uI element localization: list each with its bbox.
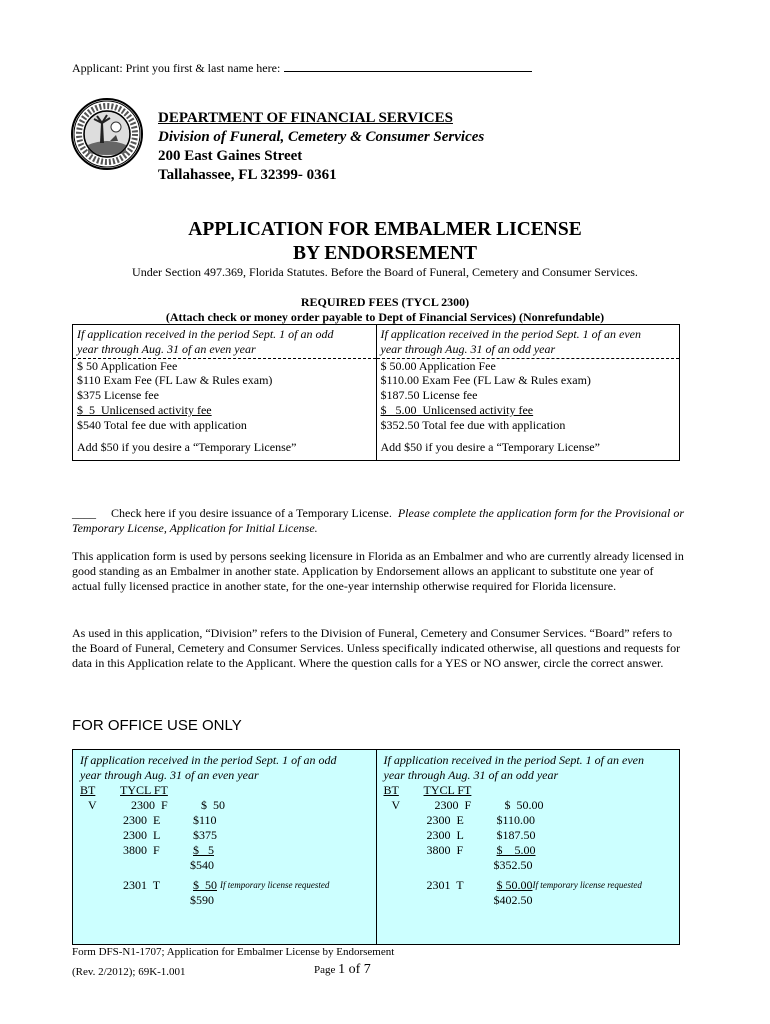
office-odd-header-line1: If application received in the period Sept. 1 of an odd bbox=[80, 753, 337, 767]
office-code-row bbox=[384, 828, 673, 843]
division-name: Division of Funeral, Cemetery & Consumer Services bbox=[158, 129, 485, 145]
amount: $110.00 bbox=[496, 813, 536, 827]
amount: $ 5.00 bbox=[496, 843, 536, 857]
fee-line: $187.50 License fee bbox=[380, 388, 478, 403]
bt-value: V bbox=[88, 798, 97, 812]
fee-line: $375 License fee bbox=[77, 388, 159, 403]
amount: $ 50.00 bbox=[496, 878, 533, 892]
bt-label: BT bbox=[383, 783, 399, 797]
fees-odd-header-line2: year through Aug. 31 of an even year bbox=[77, 341, 256, 356]
office-even-header-line2: year through Aug. 31 of an odd year bbox=[383, 768, 559, 782]
fee-line: $110 Exam Fee (FL Law & Rules exam) bbox=[77, 373, 273, 388]
fees-even-header-line1: If application received in the period Sept. 1 of an even bbox=[380, 327, 641, 341]
bt-label: BT bbox=[80, 783, 96, 797]
title-line-2: BY ENDORSEMENT bbox=[292, 243, 477, 264]
amount: $110 bbox=[193, 813, 217, 827]
office-code-row bbox=[80, 843, 369, 858]
office-odd-column bbox=[73, 750, 376, 944]
definitions-paragraph: As used in this application, “Division” refers to the Division of Funeral, Cemetery and Consumer Services. “Board” refers to the Board of Funeral, Cemetery and Consumer Services. Unless specifically indicated otherwise, all questions and requests for data in this Application relate to the Applicant. Where the question calls for a YES or NO answer, circle the correct answer. bbox=[72, 626, 681, 670]
required-fees-heading bbox=[0, 295, 770, 325]
florida-state-seal-icon bbox=[70, 97, 144, 171]
office-use-heading: FOR OFFICE USE ONLY bbox=[72, 717, 242, 734]
office-code-row bbox=[384, 813, 673, 828]
office-code-row bbox=[80, 828, 369, 843]
amount: $ 50.00 bbox=[504, 798, 544, 812]
page-label: Page bbox=[314, 964, 336, 976]
fees-heading: REQUIRED FEES (TYCL 2300) bbox=[300, 295, 470, 309]
fees-even-header bbox=[377, 327, 680, 359]
purpose-paragraph: This application form is used by persons seeking licensure in Florida as an Embalmer and who are currently already licensed in good standing as an Embalmer in another state. Application by Endorsement allows an applicant to substitute one year of actual fully licensed practice in another state, for the one-year internship otherwise required for Florida licensure. bbox=[72, 549, 684, 593]
department-name: DEPARTMENT OF FINANCIAL SERVICES bbox=[158, 110, 453, 126]
grand-total: $402.50 bbox=[493, 893, 533, 907]
applicant-name-blank[interactable] bbox=[284, 60, 532, 72]
code: 2301 T bbox=[426, 878, 464, 892]
code: 2300 E bbox=[123, 813, 161, 827]
office-code-row bbox=[384, 843, 673, 858]
office-odd-header bbox=[80, 753, 369, 783]
amount: $375 bbox=[193, 828, 217, 842]
applicant-name-line bbox=[72, 60, 532, 76]
office-code-header-row bbox=[80, 783, 369, 798]
office-code-row bbox=[80, 813, 369, 828]
office-even-header-line1: If application received in the period Sept. 1 of an even bbox=[383, 753, 644, 767]
temp-note: If temporary license requested bbox=[532, 880, 642, 890]
fees-odd-header bbox=[73, 327, 376, 359]
revision-line bbox=[72, 962, 371, 978]
temp-license-note: Add $50 if you desire a “Temporary License” bbox=[380, 439, 600, 454]
form-number: Form DFS-N1-1707; Application for Embalmer License by Endorsement bbox=[72, 946, 395, 958]
page-title bbox=[0, 218, 770, 266]
subtotal: $540 bbox=[190, 858, 214, 872]
department-address-block bbox=[158, 109, 484, 185]
office-subtotal-row bbox=[384, 858, 673, 873]
required-fees-table bbox=[72, 324, 680, 461]
tycl-ft-label: TYCL FT bbox=[423, 783, 472, 797]
code: 2300 F bbox=[434, 798, 472, 812]
fee-line: $ 50.00 Application Fee bbox=[380, 358, 496, 373]
office-grand-total-row bbox=[80, 893, 369, 908]
code: 2300 L bbox=[123, 828, 161, 842]
street-address: 200 East Gaines Street bbox=[158, 148, 303, 164]
office-code-row bbox=[384, 798, 673, 813]
bt-value: V bbox=[391, 798, 401, 812]
temporary-license-checkbox-blank[interactable]: ____ bbox=[72, 506, 96, 520]
tycl-ft-label: TYCL FT bbox=[120, 783, 168, 797]
amount: $187.50 bbox=[496, 828, 536, 842]
revision-text: (Rev. 2/2012); 69K-1.001 bbox=[72, 966, 186, 978]
subtotal: $352.50 bbox=[493, 858, 533, 872]
office-code-row bbox=[80, 798, 369, 813]
code: 2300 E bbox=[426, 813, 464, 827]
fee-line: $ 5.00 Unlicensed activity fee bbox=[380, 402, 534, 417]
office-subtotal-row bbox=[80, 858, 369, 873]
office-even-header bbox=[384, 753, 673, 783]
temp-note: If temporary license requested bbox=[220, 880, 330, 890]
fees-odd-column bbox=[73, 325, 376, 460]
fees-subheading: (Attach check or money order payable to Dept of Financial Services) (Nonrefundable) bbox=[165, 310, 605, 324]
temporary-license-check-text: Check here if you desire issuance of a Temporary License. bbox=[111, 506, 392, 520]
fees-even-header-line2: year through Aug. 31 of an odd year bbox=[380, 341, 556, 356]
office-even-column bbox=[376, 750, 680, 944]
office-code-header-row bbox=[384, 783, 673, 798]
office-use-table bbox=[72, 749, 680, 945]
office-odd-header-line2: year through Aug. 31 of an even year bbox=[80, 768, 259, 782]
amount: $ 5 bbox=[193, 843, 214, 857]
office-grand-total-row bbox=[384, 893, 673, 908]
fee-line: $ 50 Application Fee bbox=[77, 358, 178, 373]
code: 3800 F bbox=[426, 843, 464, 857]
fee-line: $110.00 Exam Fee (FL Law & Rules exam) bbox=[380, 373, 591, 388]
fees-even-column bbox=[376, 325, 680, 460]
fee-line: $ 5 Unlicensed activity fee bbox=[77, 402, 212, 417]
applicant-label: Applicant: Print you first & last name here: bbox=[72, 61, 281, 75]
title-line-1: APPLICATION FOR EMBALMER LICENSE bbox=[188, 219, 582, 240]
temp-license-note: Add $50 if you desire a “Temporary License” bbox=[77, 439, 297, 454]
subtitle: Under Section 497.369, Florida Statutes. Before the Board of Funeral, Cemetery and Consumer Services. bbox=[132, 265, 638, 279]
temporary-license-check bbox=[72, 506, 684, 536]
amount: $ 50 bbox=[201, 798, 225, 812]
code: 3800 F bbox=[123, 843, 160, 857]
office-code-row bbox=[80, 878, 369, 893]
office-code-row bbox=[384, 878, 673, 893]
amount: $ 50 bbox=[193, 878, 217, 892]
grand-total: $590 bbox=[190, 893, 214, 907]
code: 2301 T bbox=[123, 878, 161, 892]
fees-odd-header-line1: If application received in the period Sept. 1 of an odd bbox=[77, 327, 334, 341]
page-count: 1 of 7 bbox=[338, 962, 371, 977]
fee-total: $352.50 Total fee due with application bbox=[380, 417, 566, 432]
page-number bbox=[314, 962, 371, 978]
code: 2300 F bbox=[131, 798, 168, 812]
code: 2300 L bbox=[426, 828, 464, 842]
city-address: Tallahassee, FL 32399- 0361 bbox=[158, 167, 337, 183]
temporary-license-instructions: Please complete the application form for the Provisional or Temporary License, Application for Initial License. bbox=[72, 506, 685, 535]
fee-total: $540 Total fee due with application bbox=[77, 417, 247, 432]
